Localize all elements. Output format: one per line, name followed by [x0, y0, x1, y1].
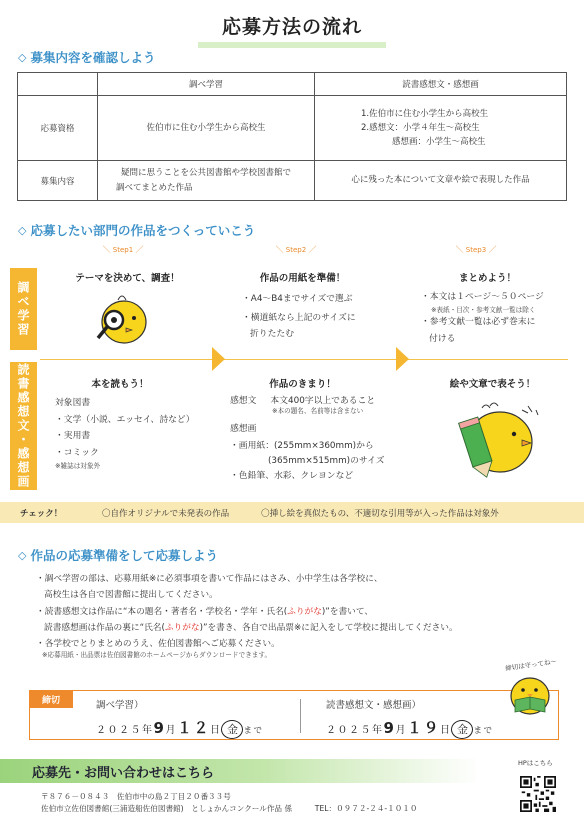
diamond-icon: ◇ [18, 223, 27, 237]
divider-line [40, 359, 568, 360]
check-item: 〇挿し絵を真似たもの、不適切な引用等が入った作品は対象外 [261, 508, 499, 519]
text-line: 折りたたむ [250, 329, 294, 340]
contact-address-block [41, 791, 418, 815]
recruitment-table [17, 72, 567, 201]
hp-label: HPはこちら [518, 759, 553, 767]
section-heading-create [18, 221, 255, 239]
contact-bar [0, 759, 480, 783]
research-step2-text [242, 291, 356, 343]
table-cell: 佐伯市に住む小学生から高校生 [98, 96, 315, 161]
arrow-right-icon [396, 347, 409, 371]
table-cell: 心に残った本について文章や絵で表現した作品 [315, 161, 567, 201]
deadline-research [96, 697, 263, 739]
text-line: (365mm×515mm)のサイズ [268, 455, 385, 466]
deadline-tag: 締切 [29, 690, 73, 708]
essay-rule: 本文400字以上であること [270, 396, 376, 406]
content-line: 疑問に思うことを公共図書館や学校図書館で [120, 168, 291, 179]
check-label: チェック！ [20, 508, 63, 519]
text-line: ・A4～B4までサイズで選ぶ [242, 294, 353, 304]
research-step2-heading: 作品の用紙を準備！ [259, 273, 346, 284]
table-header-reading: 読書感想文・感想画 [315, 73, 567, 96]
table-header-research: 調べ学習 [98, 73, 315, 96]
text-line: ・本文は１ページ～５０ページ [421, 292, 544, 302]
text-line: ・文学（小説、エッセイ、詩など） [55, 414, 195, 425]
section-heading-text: 募集内容を確認しよう [30, 50, 156, 65]
table-cell [315, 96, 567, 161]
table-row-label: 応募資格 [18, 96, 98, 161]
research-step3-text [421, 289, 544, 348]
reading-step1-heading: 本を読もう！ [91, 379, 149, 390]
research-step1-heading: テーマを決めて、調査！ [75, 273, 180, 284]
text-note: ※表紙・目次・参考文献一覧は除く [431, 305, 536, 314]
section-heading-text: 作品の応募準備をして応募しよう [30, 548, 218, 563]
text-line: 付ける [429, 333, 456, 344]
page-title: 応募方法の流れ [198, 10, 386, 48]
eligibility-line: 感想画：小学生～高校生 [392, 137, 486, 147]
section-heading-confirm [18, 48, 155, 66]
eligibility-line: 1.佐伯市に住む小学生から高校生 [361, 108, 489, 119]
step-label: ＼ Step1 ／ [102, 245, 144, 254]
side-label-reading: 読書感想文・感想画 [10, 362, 37, 490]
reading-step1-text [55, 395, 195, 470]
instruction-line: ・調べ学習の部は、応募用紙※に必須事項を書いて作品にはさみ、小中学生は各学校に、 [36, 574, 383, 584]
research-step3-heading: まとめよう！ [458, 273, 516, 284]
deadline-label: 読書感想文・感想画） [326, 700, 422, 711]
weekday-circle: 金 [221, 720, 243, 739]
chick-magnifier-icon [92, 290, 154, 348]
text-line: ・実用書 [55, 431, 91, 442]
diamond-icon: ◇ [18, 548, 27, 562]
table-row-label: 募集内容 [18, 161, 98, 201]
instruction-line: ・各学校でとりまとめのうえ、佐伯図書館へご応募ください。 [36, 639, 280, 650]
deadline-box [29, 690, 559, 740]
qr-code-icon[interactable] [520, 776, 556, 812]
deadline-date: ２０２５年9月１９日 金 まで [326, 719, 494, 737]
text-note: ※本の題名、名前等は含まない [272, 407, 364, 416]
label-essay: 感想文 [230, 396, 257, 406]
section-heading-text: 応募したい部門の作品をつくっていこう [30, 223, 256, 238]
chick-book-icon [505, 670, 555, 720]
diamond-icon: ◇ [18, 50, 27, 64]
step-label: ＼ Step3 ／ [455, 245, 497, 254]
text-line: ・色鉛筆、水彩、クレヨンなど [230, 471, 354, 482]
contact-address: 〒８７６－０８４３ 佐伯市中の島２丁目２０番３３号 [41, 792, 231, 801]
page-title-wrap [0, 10, 584, 48]
deadline-divider [300, 699, 301, 733]
content-line: 調べてまとめた作品 [116, 182, 193, 193]
furigana-highlight: ふりがな [164, 623, 200, 634]
text-line: 感想画 [230, 423, 257, 434]
contact-heading: 応募先・お問い合わせはこちら [32, 765, 215, 781]
contact-org: 佐伯市立佐伯図書館(三浦造船佐伯図書館) としょかんコンクール作品 係 TEL：０９７２-２４-１０１０ [41, 803, 418, 813]
furigana-highlight: ふりがな [287, 606, 322, 617]
text-line: ・参考文献一覧は必ず巻末に [421, 317, 536, 328]
text-line: ・画用紙：(255mm×360mm)から [230, 440, 374, 451]
application-instructions [36, 571, 458, 659]
deadline-label: 調べ学習） [96, 700, 144, 711]
text-note: ※雑誌は対象外 [55, 461, 101, 470]
instruction-line: 高校生は各自で図書館に提出してください。 [44, 590, 218, 601]
reading-step2-heading: 作品のきまり！ [269, 379, 336, 390]
section-heading-apply [18, 546, 218, 564]
deadline-date: ２０２５年9月１２日 金 まで [96, 719, 264, 737]
side-label-research: 調べ学習 [10, 268, 37, 350]
eligibility-line: 2.感想文：小学４年生～高校生 [361, 122, 480, 133]
table-cell [98, 161, 315, 201]
weekday-circle: 金 [451, 720, 473, 739]
speech-bubble: 締切は守ってね～ [504, 657, 558, 673]
check-item: 〇自作オリジナルで未発表の作品 [102, 508, 230, 519]
text-line: 対象図書 [55, 398, 91, 408]
instruction-note: ※応募用紙・出品票は佐伯図書館のホームページからダウンロードできます。 [42, 650, 272, 659]
text-line: ・コミック [55, 448, 99, 459]
check-bar [0, 502, 584, 523]
reading-step3-heading: 絵や文章で表そう！ [449, 379, 536, 390]
chick-pencil-icon [452, 400, 544, 482]
deadline-reading [326, 697, 493, 739]
reading-step2-text [230, 394, 385, 484]
arrow-right-icon [212, 347, 225, 371]
instruction-line: ・読書感想文は作品に“本の題名・著者名・学校名・学年・氏名(ふりがな)”を書いて、 [36, 606, 374, 617]
text-line: ・横道紙なら上記のサイズに [242, 312, 356, 323]
step-label: ＼ Step2 ／ [275, 245, 317, 254]
table-header-empty [18, 73, 98, 96]
instruction-line: 読書感想画は作品の裏に“氏名(ふりがな)”を書き、各自で出品票※に記入をして学校に提出してください。 [44, 623, 458, 634]
